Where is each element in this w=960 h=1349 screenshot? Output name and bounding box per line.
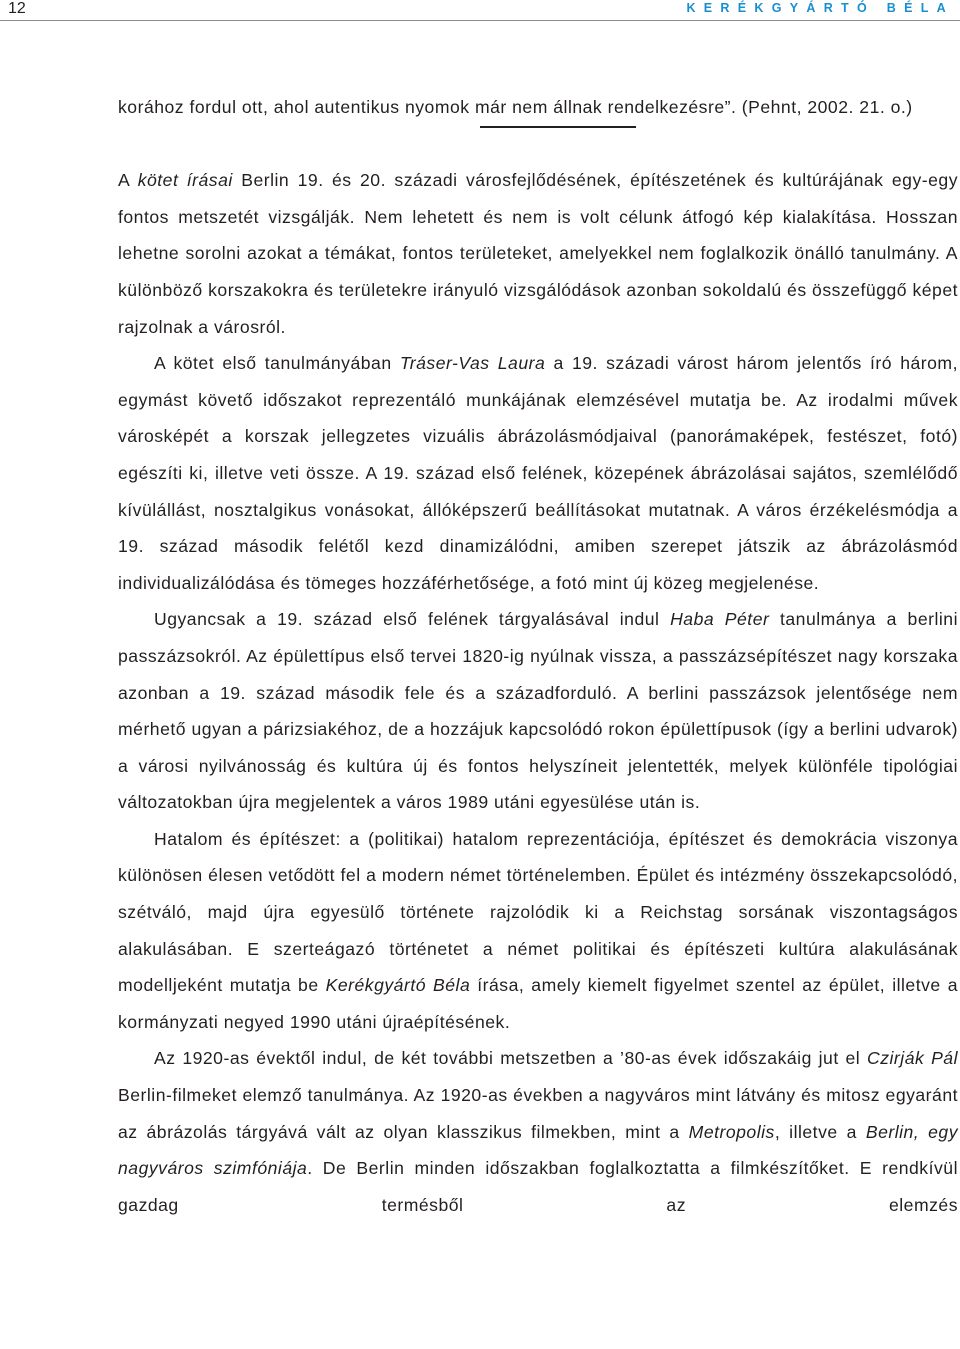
paragraph-traser-vas: A kötet első tanulmányában Tráser-Vas Laura a 19. századi várost három jelentős író három, egymást követő időszakot reprezentáló munkájának elemzésével mutatja be. Az irodalmi művek városképét a korszak jellegzetes vizuális ábrázolásmódjaival (panorámaképek, festészet, fotó) egészíti ki, illetve veti össze. A 19. század első felének, közepének ábrázolásai sajátos, szemlélődő kívülállást, nosztalgikus vonásokat, állóképszerű beállításokat mutatnak. A város érzékelésmódja a 19. század második felétől kezd dinamizálódni, amiben szerepet játszik az ábrázolásmód individualizálódása és tömeges hozzáférhetősége, a fotó mint új közeg megjelenése.	[118, 353, 958, 593]
page-number: 12	[8, 0, 26, 17]
article-body	[118, 89, 958, 1223]
separator-row	[118, 126, 958, 163]
film-title: Berlin, egy nagyváros szimfóniája	[118, 1121, 959, 1179]
author-name: Tráser-Vas Laura	[399, 353, 546, 374]
author-name: Kerékgyártó Béla	[325, 975, 471, 996]
emphasis-text: kötet írásai	[137, 170, 233, 191]
author-name: Haba Péter	[670, 609, 770, 630]
running-head-author: KERÉKGYÁRTÓ BÉLA	[686, 1, 954, 15]
paragraph-quote-end: korához fordul ott, ahol autentikus nyomok már nem állnak rendelkezésre”. (Pehnt, 2002. 21. o.)	[118, 97, 913, 117]
section-divider	[480, 126, 636, 128]
paragraph-haba: Ugyancsak a 19. század első felének tárgyalásával indul Haba Péter tanulmánya a berlini passzázsokról. Az épülettípus első tervei 1820-ig nyúlnak vissza, a passzázsépítészet nagy korszaka azonban a 19. század második fele és a századforduló. A berlini passzázsok jelentősége nem mérhető ugyan a párizsiakéhoz, de a hozzájuk kapcsolódó rokon épülettípusok (így a berlini udvarok) a városi nyilvánosság és kultúra új és fontos helyszíneit jelentették, melyek különféle tipológiai változatokban újra megjelentek a város 1989 utáni egyesülése után is.	[118, 609, 958, 813]
paragraph-kerekgyarto: Hatalom és építészet: a (politikai) hatalom reprezentációja, építészet és demokrácia viszonya különösen élesen vetődött fel a modern német történelemben. Épület és intézmény összekapcsolódó, szétváló, majd újra egyesülő története rajzolódik ki a Reichstag sorsának viszontagságos alakulásában. E szerteágazó történetet a német politikai és építészeti kultúra alakulásának modelljeként mutatja be Kerékgyártó Béla írása, amely kiemelt figyelmet szentel az épület, illetve a kormányzati negyed 1990 utáni újraépítésének.	[118, 828, 958, 1032]
header-rule	[0, 20, 960, 21]
paragraph-intro: A kötet írásai Berlin 19. és 20. századi városfejlődésének, építészetének és kultúrájának egy-egy fontos metszetét vizsgálják. Nem lehetett és nem is volt célunk átfogó kép kialakítása. Hosszan lehetne sorolni azokat a témákat, fontos területeket, amelyekkel nem foglalkozik önálló tanulmány. A különböző korszakokra és területekre irányuló vizsgálódások azonban sokoldalú és összefüggő képet rajzolnak a városról.	[118, 170, 958, 337]
paragraph-czirjak: Az 1920-as évektől indul, de két további metszetben a ’80-as évek időszakáig jut el Czirják Pál Berlin-filmeket elemző tanulmánya. Az 1920-as években a nagyváros mint látvány és mitosz egyaránt az ábrázolás tárgyává vált az olyan klasszikus filmekben, mint a Metropolis, illetve a Berlin, egy nagyváros szimfóniája. De Berlin minden időszakban foglalkoztatta a filmkészítőket. E rendkívül gazdag termésből az elemzés	[118, 1048, 959, 1215]
page-header	[0, 0, 960, 20]
film-title: Metropolis	[688, 1121, 775, 1142]
author-name: Czirják Pál	[867, 1048, 958, 1069]
